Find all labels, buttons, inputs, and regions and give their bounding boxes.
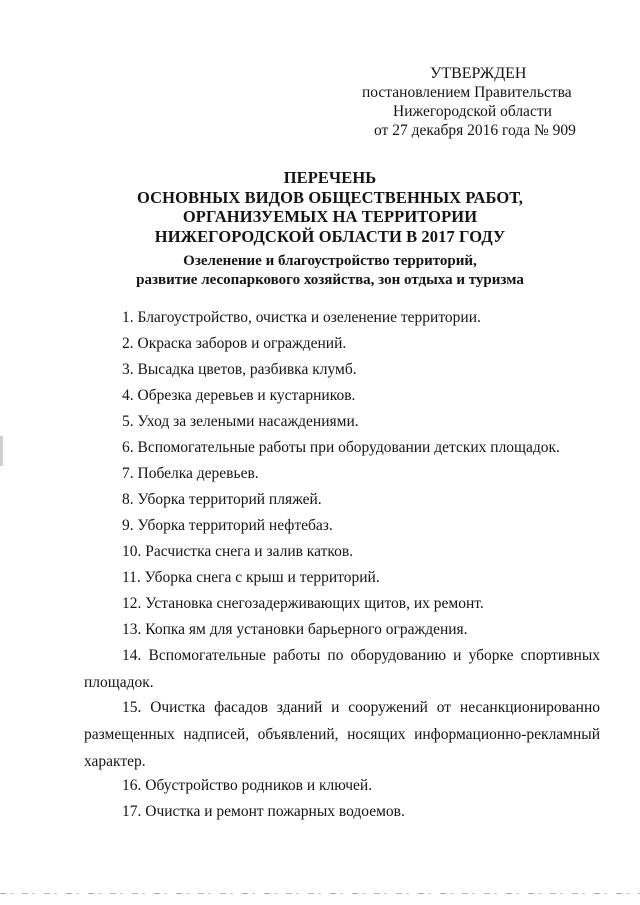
list-item: 15. Очистка фасадов зданий и сооружений от несанкционированно размещенных надписей, объявлений, носящих информационно-рекламный характер. — [84, 699, 600, 770]
list-item: 16. Обустройство родников и ключей. — [122, 777, 373, 794]
title-line-4: НИЖЕГОРОДСКОЙ ОБЛАСТИ В 2017 ГОДУ — [154, 226, 506, 246]
title-line-3: ОРГАНИЗУЕМЫХ НА ТЕРРИТОРИИ — [182, 207, 478, 226]
approval-resolution: постановлением Правительства — [362, 84, 572, 101]
list-item: 9. Уборка территорий нефтебаз. — [122, 517, 333, 534]
list-item: 17. Очистка и ремонт пожарных водоемов. — [122, 803, 405, 820]
approval-date-number: от 27 декабря 2016 года № 909 — [374, 122, 576, 139]
section-heading — [80, 252, 580, 290]
scan-artifact-mark — [0, 436, 3, 466]
list-item: 5. Уход за зелеными насаждениями. — [122, 413, 359, 430]
approval-heading: УТВЕРЖДЕН — [430, 65, 527, 82]
scan-artifact-line — [0, 893, 640, 894]
list-item: 8. Уборка территорий пляжей. — [122, 491, 322, 508]
title-line-2: ОСНОВНЫХ ВИДОВ ОБЩЕСТВЕННЫХ РАБОТ, — [137, 187, 523, 207]
section-heading-line-1: Озеленение и благоустройство территорий, — [183, 253, 477, 269]
list-item: 7. Побелка деревьев. — [122, 465, 259, 482]
list-item: 1. Благоустройство, очистка и озеленение территории. — [122, 309, 481, 326]
list-item: 6. Вспомогательные работы при оборудовании детских площадок. — [122, 439, 560, 456]
title-line-1: ПЕРЕЧЕНЬ — [283, 168, 377, 187]
approval-stamp — [330, 64, 620, 140]
approval-region: Нижегородской области — [393, 103, 552, 120]
list-item: 12. Установка снегозадерживающих щитов, их ремонт. — [122, 595, 484, 612]
document-title — [80, 168, 580, 246]
list-item: 2. Окраска заборов и ограждений. — [122, 335, 347, 352]
list-item: 13. Копка ям для установки барьерного ограждения. — [122, 621, 468, 638]
list-item: 10. Расчистка снега и залив катков. — [122, 543, 354, 560]
list-item: 14. Вспомогательные работы по оборудованию и уборке спортивных площадок. — [84, 647, 600, 691]
list-item: 4. Обрезка деревьев и кустарников. — [122, 387, 356, 404]
section-heading-line-2: развитие лесопаркового хозяйства, зон отдыха и туризма — [136, 272, 524, 288]
list-item: 11. Уборка снега с крыш и территорий. — [122, 569, 380, 586]
list-item: 3. Высадка цветов, разбивка клумб. — [122, 361, 357, 378]
